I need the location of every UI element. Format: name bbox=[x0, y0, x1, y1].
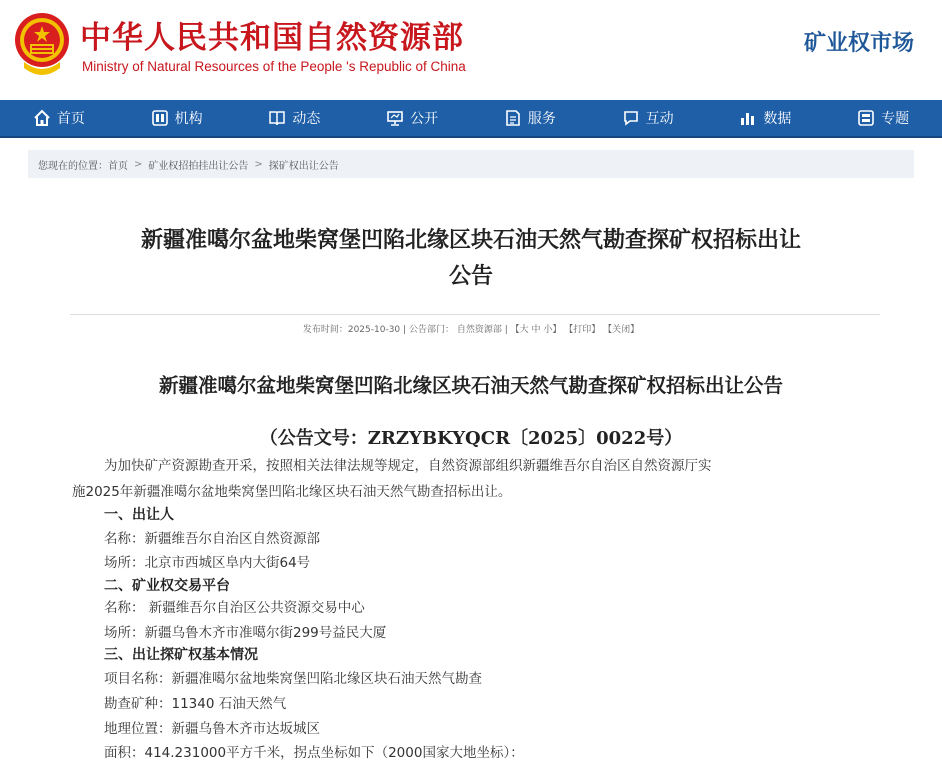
nav-item-home[interactable] bbox=[0, 100, 118, 136]
breadcrumb-separator: > bbox=[254, 158, 263, 170]
nav-label: 服务 bbox=[527, 111, 556, 127]
nav-label: 专题 bbox=[881, 111, 910, 127]
breadcrumb bbox=[28, 150, 914, 178]
nav-label: 动态 bbox=[292, 111, 321, 127]
close-link[interactable]: 【关闭】 bbox=[603, 325, 640, 335]
dept-name: 自然资源部 bbox=[456, 325, 502, 335]
nav-label: 首页 bbox=[56, 111, 85, 127]
monitor-icon bbox=[386, 109, 404, 127]
font-size-control[interactable]: 【大 中 小】 bbox=[510, 325, 562, 335]
nav-label: 互动 bbox=[645, 111, 674, 127]
site-header bbox=[0, 0, 942, 100]
nav-label: 数据 bbox=[763, 111, 792, 127]
section2-title: 二、矿业权交易平台 bbox=[104, 578, 230, 594]
breadcrumb-prefix: 您现在的位置： bbox=[38, 160, 108, 172]
dept-label: 公告部门： bbox=[408, 325, 454, 335]
nav-label: 公开 bbox=[410, 111, 439, 127]
main-nav bbox=[0, 100, 942, 138]
area-info: 面积：414.231000平方千米，拐点坐标如下（2000国家大地坐标）： bbox=[104, 745, 524, 761]
section2-place: 场所：新疆乌鲁木齐市准噶尔街299号益民大厦 bbox=[104, 625, 387, 641]
publish-date: 2025-10-30 bbox=[347, 325, 401, 335]
geo-location: 地理位置：新疆乌鲁木齐市达坂城区 bbox=[104, 721, 320, 737]
document-number: （公告文号：ZRZYBKYQCR〔2025〕0022号） bbox=[259, 428, 683, 449]
nav-item-interaction[interactable] bbox=[589, 100, 707, 136]
article-meta: 发布时间：2025-10-30 | 公告部门： 自然资源部 | 【大 中 小】 【打印】 【关闭】 bbox=[302, 325, 640, 335]
section1-place: 场所：北京市西城区阜内大街64号 bbox=[104, 555, 311, 571]
breadcrumb-home[interactable]: 首页 bbox=[108, 160, 128, 172]
organization-icon bbox=[151, 109, 169, 127]
project-name: 项目名称：新疆准噶尔盆地柴窝堡凹陷北缘区块石油天然气勘查 bbox=[104, 671, 482, 687]
nav-item-data[interactable] bbox=[707, 100, 825, 136]
nav-item-public[interactable] bbox=[353, 100, 471, 136]
article-container bbox=[28, 178, 914, 764]
nav-item-news[interactable] bbox=[236, 100, 354, 136]
topic-icon bbox=[857, 109, 875, 127]
breadcrumb-separator: > bbox=[134, 158, 143, 170]
bar-chart-icon bbox=[739, 109, 757, 127]
nav-label: 机构 bbox=[174, 111, 203, 127]
home-icon bbox=[33, 109, 51, 127]
nav-item-service[interactable] bbox=[471, 100, 589, 136]
ministry-name-cn: 中华人民共和国自然资源部 bbox=[80, 20, 464, 56]
chat-icon bbox=[622, 109, 640, 127]
intro-line-2: 施2025年新疆准噶尔盆地柴窝堡凹陷北缘区块石油天然气勘查招标出让。 bbox=[72, 484, 512, 500]
page-title-line2: 公告 bbox=[448, 263, 493, 289]
print-link[interactable]: 【打印】 bbox=[564, 325, 601, 335]
page-title-line1: 新疆准噶尔盆地柴窝堡凹陷北缘区块石油天然气勘查探矿权招标出让 bbox=[140, 227, 801, 253]
page-title bbox=[68, 222, 874, 294]
section1-name: 名称：新疆维吾尔自治区自然资源部 bbox=[104, 531, 320, 547]
ministry-name-en: Ministry of Natural Resources of the People 's Republic of China bbox=[82, 59, 466, 74]
intro-line-1: 为加快矿产资源勘查开采，按照相关法律法规等规定，自然资源部组织新疆维吾尔自治区自然资源厅实 bbox=[104, 458, 712, 474]
breadcrumb-exploration[interactable]: 探矿权出让公告 bbox=[268, 160, 339, 172]
article-heading: 新疆准噶尔盆地柴窝堡凹陷北缘区块石油天然气勘查探矿权招标出让公告 bbox=[158, 374, 783, 397]
breadcrumb-announcements[interactable]: 矿业权招拍挂出让公告 bbox=[148, 160, 249, 172]
date-label: 发布时间： bbox=[302, 325, 348, 335]
book-icon bbox=[268, 109, 286, 127]
document-icon bbox=[504, 109, 522, 127]
section3-title: 三、出让探矿权基本情况 bbox=[104, 647, 258, 663]
nav-item-organization[interactable] bbox=[118, 100, 236, 136]
national-emblem-icon[interactable] bbox=[12, 6, 72, 84]
title-divider bbox=[70, 314, 880, 315]
mineral-type: 勘查矿种：11340 石油天然气 bbox=[104, 696, 287, 712]
section1-title: 一、出让人 bbox=[104, 507, 174, 523]
site-name[interactable]: 矿业权市场 bbox=[803, 31, 914, 56]
section2-name: 名称： 新疆维吾尔自治区公共资源交易中心 bbox=[104, 600, 365, 616]
nav-item-topic[interactable] bbox=[824, 100, 942, 136]
